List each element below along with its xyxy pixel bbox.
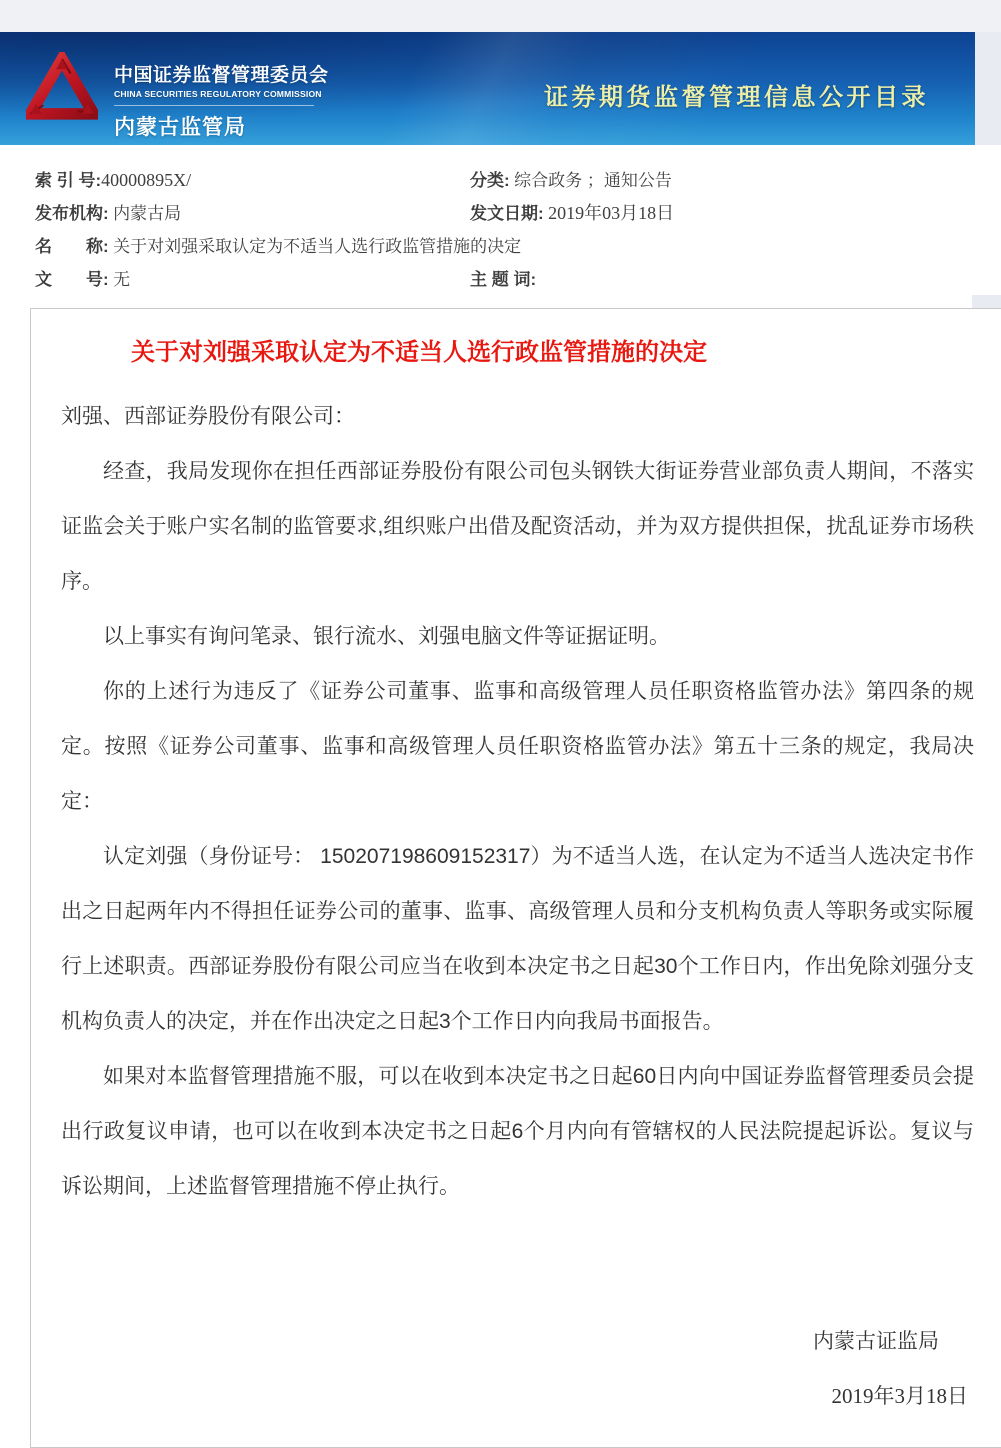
header-org-block <box>114 60 374 141</box>
banner-right-title: 证券期货监督管理信息公开目录 <box>544 84 929 111</box>
paragraph-2: 以上事实有询问笔录、银行流水、刘强电脑文件等证据证明。 <box>103 625 670 648</box>
signature-date: 2019年3月18日 <box>831 1384 968 1408</box>
meta-row-4 <box>0 259 1001 292</box>
meta-agency-value: 内蒙古局 <box>113 204 182 223</box>
signature-block <box>61 1314 974 1424</box>
meta-category <box>470 166 672 191</box>
org-name-cn: 中国证券监督管理委员会 <box>114 65 329 86</box>
meta-pubdate-label: 发文日期: <box>470 204 544 223</box>
meta-name <box>35 232 521 257</box>
paragraph-5: 如果对本监督管理措施不服，可以在收到本决定书之日起60日内向中国证券监督管理委员会提出行政复议申请，也可以在收到本决定书之日起6个月内向有管辖权的人民法院提起诉讼。复议与诉讼期间，上述监督管理措施不停止执行。 <box>61 1065 974 1198</box>
doc-box-top-right-notch <box>972 295 1001 308</box>
meta-agency <box>35 199 181 224</box>
meta-docno-label: 文 号: <box>35 270 109 289</box>
document-box <box>30 308 1001 1448</box>
meta-index-label: 索 引 号: <box>35 171 102 190</box>
paragraph-1: 经查，我局发现你在担任西部证券股份有限公司包头钢铁大街证券营业部负责人期间，不落实证监会关于账户实名制的监管要求,组织账户出借及配资活动，并为双方提供担保，扰乱证券市场秩序。 <box>61 460 974 593</box>
meta-index-value: 40000895X/ <box>101 170 192 190</box>
org-name-en: CHINA SECURITIES REGULATORY COMMISSION <box>114 89 322 99</box>
document-title: 关于对刘强采取认定为不适当人选行政监管措施的决定 <box>131 339 707 366</box>
top-gray-strip <box>0 0 1001 32</box>
meta-index <box>35 166 191 191</box>
meta-name-label: 名 称: <box>35 237 109 256</box>
signature-org: 内蒙古证监局 <box>813 1330 939 1353</box>
metadata-section <box>0 160 1001 292</box>
document-body <box>61 389 974 1424</box>
meta-keyword-label: 主 题 词: <box>470 270 537 289</box>
paragraph-3: 你的上述行为违反了《证券公司董事、监事和高级管理人员任职资格监管办法》第四条的规定。按照《证券公司董事、监事和高级管理人员任职资格监管办法》第五十三条的规定，我局决定： <box>61 680 974 813</box>
meta-pubdate-value: 2019年03月18日 <box>548 203 675 223</box>
meta-keyword <box>470 265 536 290</box>
meta-row-1 <box>0 160 1001 193</box>
meta-agency-label: 发布机构: <box>35 204 109 223</box>
meta-docno-value: 无 <box>113 270 131 289</box>
meta-docno <box>35 265 130 290</box>
meta-name-value: 关于对刘强采取认定为不适当人选行政监管措施的决定 <box>113 237 522 256</box>
meta-row-3 <box>0 226 1001 259</box>
salutation: 刘强、西部证券股份有限公司： <box>61 405 355 428</box>
bureau-name: 内蒙古监管局 <box>114 116 246 139</box>
meta-row-2 <box>0 193 1001 226</box>
csrc-logo-icon <box>26 52 98 124</box>
meta-category-label: 分类: <box>470 171 510 190</box>
banner-right-gap <box>975 32 1001 145</box>
meta-pubdate <box>470 199 674 225</box>
org-divider <box>114 105 314 106</box>
header-banner <box>0 32 975 145</box>
paragraph-4: 认定刘强（身份证号： 150207198609152317）为不适当人选，在认定为不适当人选决定书作出之日起两年内不得担任证券公司的董事、监事、高级管理人员和分支机构负责人等职务或实际履行上述职责。西部证券股份有限公司应当在收到本决定书之日起30个工作日内，作出免除刘强分支机构负责人的决定，并在作出决定之日起3个工作日内向我局书面报告。 <box>61 845 974 1033</box>
meta-category-value: 综合政务 ；通知公告 <box>514 171 672 190</box>
